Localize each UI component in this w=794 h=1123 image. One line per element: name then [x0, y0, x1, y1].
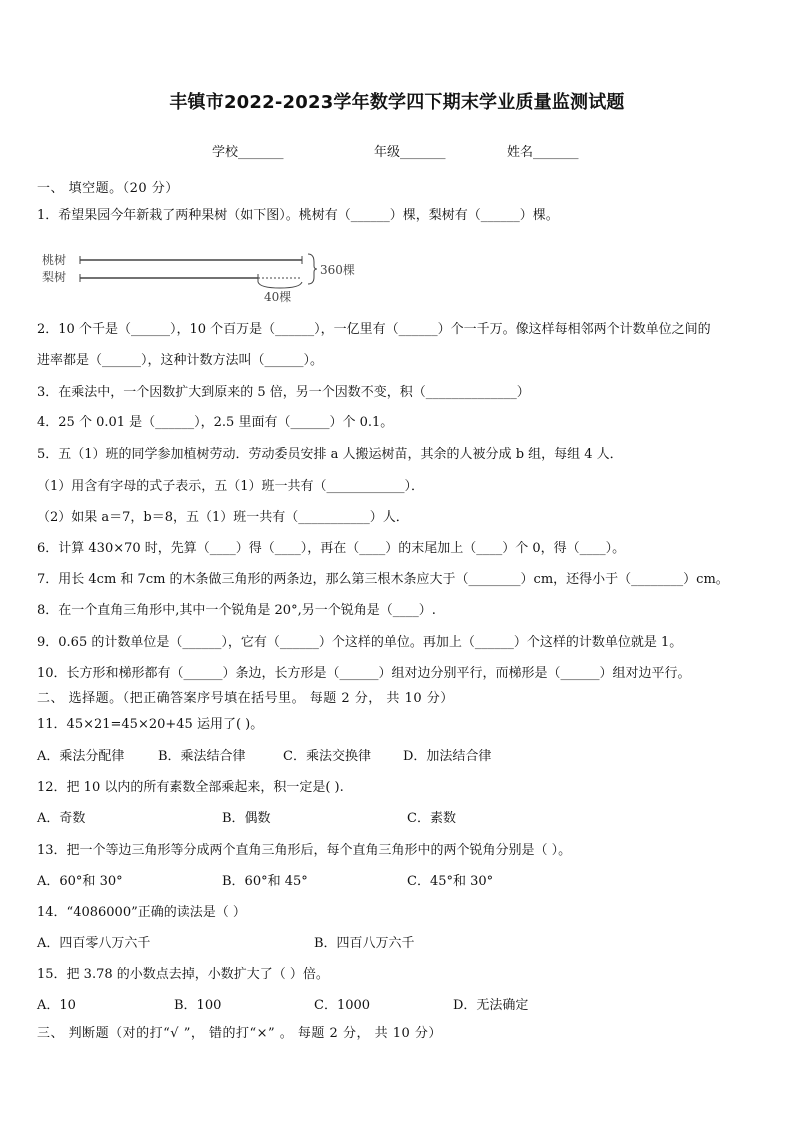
q13-option-b: B．60°和 45°	[222, 874, 308, 889]
q14-option-b: B．四百八万六千	[314, 936, 415, 951]
question-15: 15．把 3.78 的小数点去掉，小数扩大了（ ）倍。	[37, 967, 329, 982]
question-12: 12．把 10 以内的所有素数全部乘起来，积一定是( ).	[37, 780, 344, 795]
q11-option-b: B．乘法结合律	[158, 749, 246, 764]
q11-option-c: C．乘法交换律	[283, 749, 371, 764]
q12-option-c: C．素数	[407, 811, 456, 826]
question-2-line-2: 进率都是（______），这种计数方法叫（______）。	[37, 353, 324, 368]
diagram-diff-label: 40棵	[264, 290, 292, 304]
grade-field: 年级_______	[374, 145, 446, 160]
q11-option-d: D．加法结合律	[403, 749, 492, 764]
q14-option-a: A．四百零八万六千	[37, 936, 151, 951]
q15-option-c: C．1000	[314, 998, 371, 1013]
diagram-label-peach: 桃树	[42, 253, 67, 267]
q15-option-d: D．无法确定	[453, 998, 529, 1013]
q13-option-c: C．45°和 30°	[407, 874, 494, 889]
question-5: 5．五（1）班的同学参加植树劳动．劳动委员安排 a 人搬运树苗，其余的人被分成 b 组，每组 4 人．	[37, 447, 623, 462]
question-13: 13．把一个等边三角形等分成两个直角三角形后，每个直角三角形中的两个锐角分别是（ ）。	[37, 843, 572, 858]
q15-option-a: A．10	[37, 998, 76, 1013]
page-title: 丰镇市2022-2023学年数学四下期末学业质量监测试题	[169, 92, 625, 113]
question-6: 6．计算 430×70 时，先算（____）得（____），再在（____）的末尾加上（____）个 0，得（____）。	[37, 541, 626, 556]
question-7: 7．用长 4cm 和 7cm 的木条做三角形的两条边，那么第三根木条应大于（________）cm，还得小于（________）cm。	[37, 572, 729, 587]
school-field: 学校_______	[212, 145, 284, 160]
question-9: 9．0.65 的计数单位是（______），它有（______）个这样的单位。再加上（______）个这样的计数单位就是 1。	[37, 635, 683, 650]
section-1-heading: 一、 填空题。（20 分）	[37, 181, 179, 196]
question-8: 8．在一个直角三角形中,其中一个锐角是 20°,另一个锐角是（____）.	[37, 603, 436, 618]
question-5-part-1: （1）用含有字母的式子表示，五（1）班一共有（____________）．	[37, 479, 425, 494]
question-4: 4．25 个 0.01 是（______），2.5 里面有（______）个 0.1。	[37, 415, 394, 430]
question-3: 3．在乘法中，一个因数扩大到原来的 5 倍，另一个因数不变，积（______________）	[37, 385, 530, 400]
name-field: 姓名_______	[507, 145, 579, 160]
total-brace	[308, 254, 317, 284]
section-2-heading: 二、 选择题。（把正确答案序号填在括号里。 每题 2 分， 共 10 分）	[37, 691, 454, 706]
section-3-heading: 三、 判断题（对的打“√ ”， 错的打“×” 。 每题 2 分， 共 10 分）	[37, 1026, 442, 1041]
question-14: 14．“4086000”正确的读法是（ ）	[37, 905, 246, 920]
q11-option-a: A．乘法分配律	[37, 749, 125, 764]
tree-diagram	[40, 247, 370, 307]
question-11: 11．45×21=45×20+45 运用了( )。	[37, 717, 264, 732]
q12-option-a: A．奇数	[37, 811, 86, 826]
question-5-part-2: （2）如果 a＝7，b＝8，五（1）班一共有（___________）人．	[37, 510, 409, 525]
diagram-total-label: 360棵	[320, 263, 355, 277]
question-1: 1．希望果园今年新栽了两种果树（如下图）。桃树有（______）棵，梨树有（______）棵。	[37, 208, 559, 223]
q15-option-b: B．100	[174, 998, 222, 1013]
q12-option-b: B．偶数	[222, 811, 271, 826]
diff-brace	[258, 282, 302, 288]
question-2-line-1: 2．10 个千是（______），10 个百万是（______），一亿里有（______）个一千万。像这样每相邻两个计数单位之间的	[37, 322, 711, 337]
diagram-label-pear: 梨树	[42, 270, 67, 284]
q13-option-a: A．60°和 30°	[37, 874, 123, 889]
question-10: 10．长方形和梯形都有（______）条边，长方形是（______）组对边分别平行，而梯形是（______）组对边平行。	[37, 666, 691, 681]
